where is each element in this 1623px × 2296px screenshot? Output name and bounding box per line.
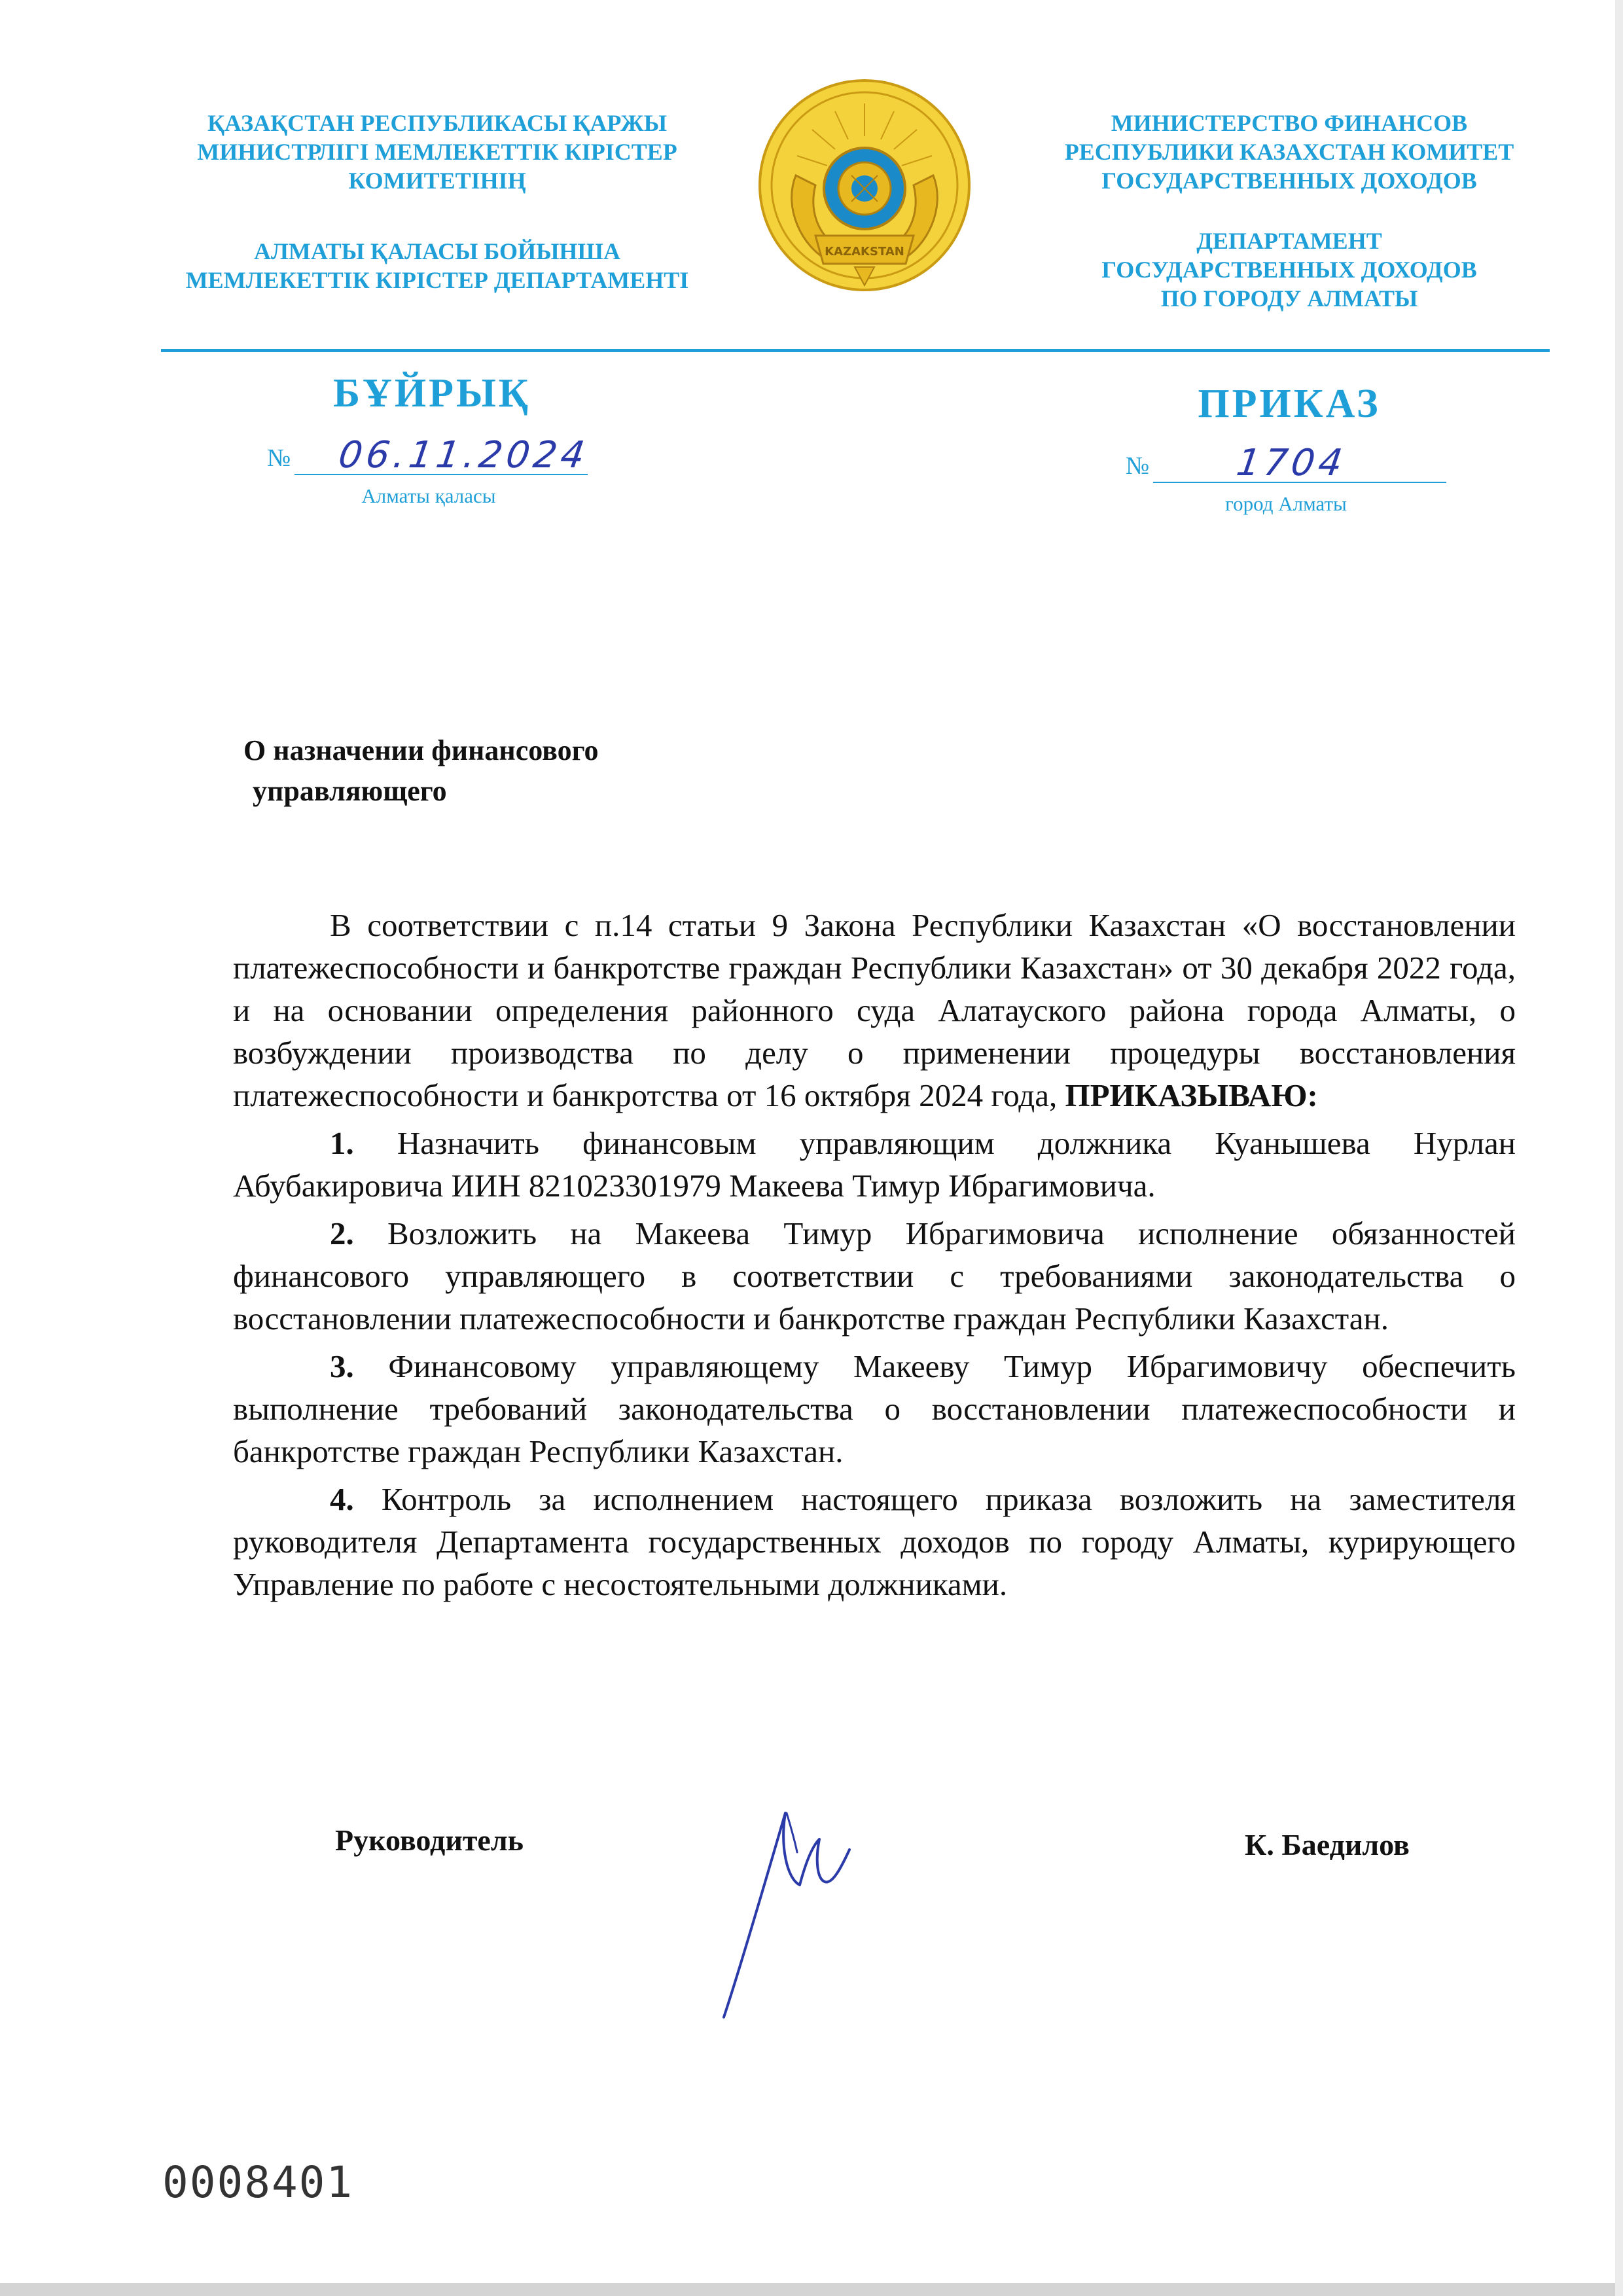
header-ru — [1041, 109, 1538, 313]
subject-line: управляющего — [253, 775, 447, 807]
signatory-title: Руководитель — [335, 1823, 524, 1857]
serial-number: 0008401 — [162, 2157, 354, 2208]
item-text: Возложить на Макеева Тимур Ибрагимовича исполнение обязанностей финансового управляющего в соответствии с требованиями законодательства о восстановлении платежеспособности и банкротстве граждан Республики Казахстан. — [233, 1215, 1516, 1336]
order-number-field — [1126, 440, 1446, 486]
header-ru-line: ПО ГОРОДУ АЛМАТЫ — [1160, 285, 1418, 312]
city-ru: город Алматы — [1225, 492, 1347, 515]
header-ru-line: ГОСУДАРСТВЕННЫХ ДОХОДОВ — [1101, 257, 1477, 283]
item-text: Контроль за исполнением настоящего приказа возложить на заместителя руководителя Департамента государственных доходов по городу Алматы, курирующего Управление по работе с несостоятельными должниками. — [233, 1481, 1516, 1602]
header-kz — [152, 109, 722, 295]
order-title-ru: ПРИКАЗ — [1198, 382, 1381, 426]
item-text: Финансовому управляющему Макееву Тимур Ибрагимовичу обеспечить выполнение требований законодательства о восстановлении платежеспособности и банкротстве граждан Республики Казахстан. — [233, 1348, 1516, 1469]
emblem-text: KAZAKSTAN — [825, 245, 904, 259]
number-sign: № — [1126, 452, 1150, 480]
order-date-field — [267, 432, 592, 478]
header-kz-line: МИНИСТРЛІГІ МЕМЛЕКЕТТІК КІРІСТЕР — [197, 139, 677, 165]
header-ru-line: МИНИСТЕРСТВО ФИНАНСОВ — [1111, 110, 1468, 136]
item-number: 3. — [330, 1348, 354, 1384]
handwritten-date: 06.11.2024 — [336, 434, 592, 476]
number-sign: № — [267, 444, 291, 472]
handwritten-signature-icon — [713, 1787, 864, 2022]
signatory-name: К. Баедилов — [1245, 1828, 1410, 1861]
item-text: Назначить финансовым управляющим должника Куанышева Нурлан Абубакировича ИИН 821023301979 Макеева Тимур Ибрагимовича. — [233, 1125, 1516, 1204]
subject-line: О назначении финансового — [243, 734, 599, 766]
header-kz-line: КОМИТЕТІНІҢ — [348, 168, 526, 194]
header-kz-line: ҚАЗАҚСТАН РЕСПУБЛИКАСЫ ҚАРЖЫ — [207, 110, 668, 136]
command-word: ПРИКАЗЫВАЮ: — [1065, 1077, 1318, 1113]
city-kz: Алматы қаласы — [361, 484, 496, 507]
state-emblem-icon — [757, 77, 972, 293]
header-kz-line: МЕМЛЕКЕТТІК КІРІСТЕР ДЕПАРТАМЕНТІ — [185, 267, 689, 293]
item-number: 1. — [330, 1125, 354, 1161]
order-item — [233, 1478, 1516, 1605]
header-divider — [161, 349, 1550, 352]
order-item — [233, 1212, 1516, 1340]
intro-text: В соответствии с п.14 статьи 9 Закона Республики Казахстан «О восстановлении платежеспособности и банкротстве граждан Республики Казахстан» от 30 декабря 2022 года, и на основании определения районного суда Алатауского района города Алматы, о возбуждении производства по делу о применении процедуры восстановления платежеспособности и банкротства от 16 октября 2024 года, — [233, 907, 1516, 1113]
order-body — [233, 904, 1516, 1611]
scan-edge — [0, 2283, 1623, 2296]
header-ru-line: РЕСПУБЛИКИ КАЗАХСТАН КОМИТЕТ — [1064, 139, 1514, 165]
item-number: 2. — [330, 1215, 354, 1251]
header-kz-line: АЛМАТЫ ҚАЛАСЫ БОЙЫНША — [254, 238, 620, 264]
intro-paragraph — [233, 904, 1516, 1117]
header-ru-line: ДЕПАРТАМЕНТ — [1196, 228, 1382, 254]
order-title-kz: БҰЙРЫҚ — [333, 371, 531, 416]
order-subject — [243, 730, 832, 812]
handwritten-number: 1704 — [1234, 442, 1349, 484]
scan-edge — [1615, 0, 1623, 2296]
item-number: 4. — [330, 1481, 354, 1517]
order-item — [233, 1345, 1516, 1473]
order-item — [233, 1122, 1516, 1207]
header-ru-line: ГОСУДАРСТВЕННЫХ ДОХОДОВ — [1101, 168, 1477, 194]
